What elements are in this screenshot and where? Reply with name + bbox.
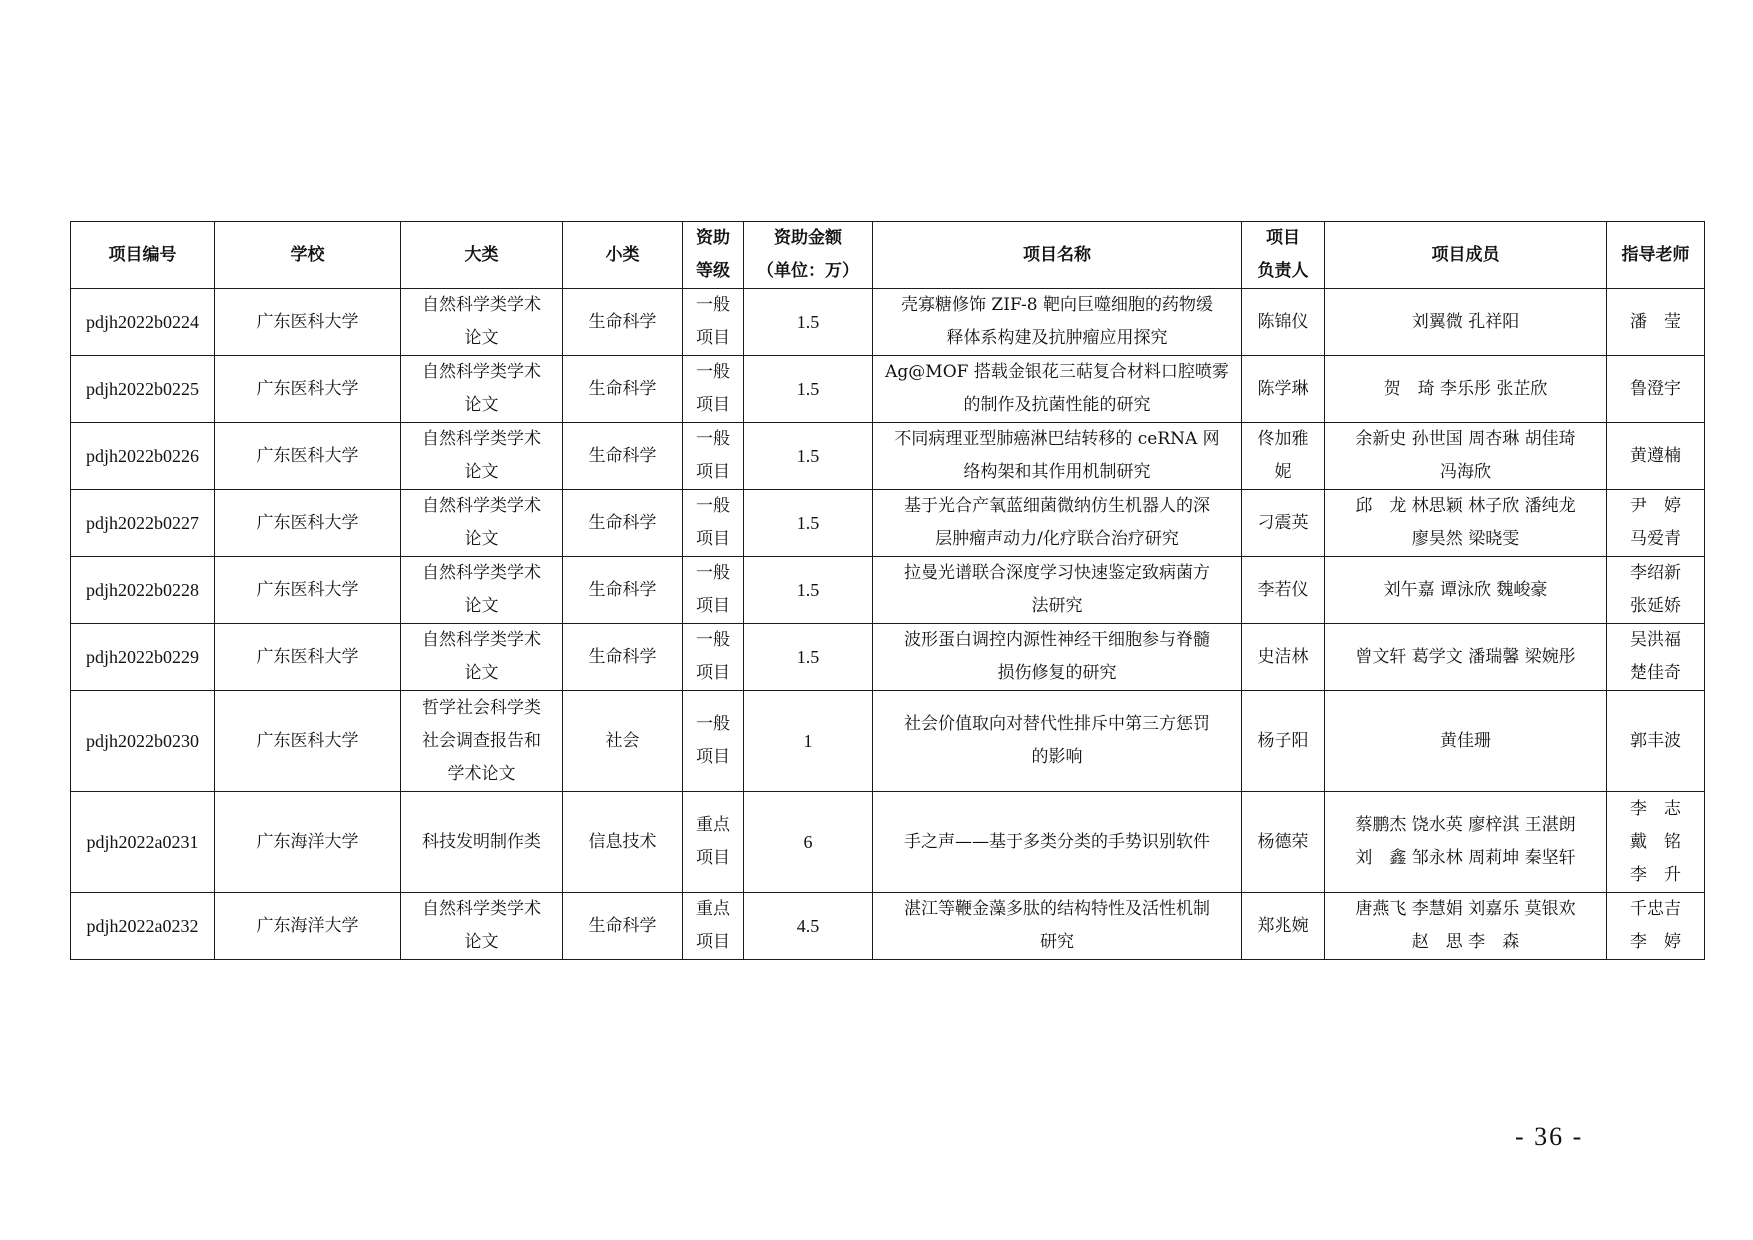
- page-number: - 36 -: [1515, 1122, 1584, 1151]
- project-id-cell: pdjh2022a0232: [71, 893, 215, 960]
- subcategory-cell: 生命科学: [563, 557, 683, 624]
- cell-line: 学术论文: [447, 763, 516, 784]
- advisor-cell: [1607, 893, 1705, 960]
- cell-line: 壳寡糖修饰 ZIF-8 靶向巨噬细胞的药物缓: [901, 295, 1213, 315]
- category-cell: [401, 792, 563, 893]
- leader-cell: [1242, 423, 1325, 490]
- project-name-cell: [873, 624, 1242, 691]
- level-cell: [683, 289, 744, 356]
- subcategory-cell: 生命科学: [563, 423, 683, 490]
- header-amount: [744, 222, 873, 289]
- cell-line: 项目: [696, 663, 730, 683]
- cell-line: 李若仪: [1257, 579, 1309, 600]
- advisor-cell: [1607, 691, 1705, 792]
- cell-line: 研究: [1040, 932, 1074, 952]
- school-cell: 广东医科大学: [215, 557, 401, 624]
- cell-line: 湛江等鞭金藻多肽的结构特性及活性机制: [904, 899, 1210, 919]
- advisor-cell: [1607, 289, 1705, 356]
- table-row: [71, 792, 1705, 893]
- category-cell: [401, 423, 563, 490]
- project-id-cell: pdjh2022b0225: [71, 356, 215, 423]
- advisor-cell: [1607, 792, 1705, 893]
- cell-line: 的制作及抗菌性能的研究: [963, 395, 1151, 415]
- cell-line: 余新史 孙世国 周杏琳 胡佳琦: [1355, 429, 1576, 449]
- cell-line: 妮: [1274, 462, 1292, 482]
- cell-line: 自然科学类学术: [422, 429, 541, 449]
- cell-line: 项目: [696, 596, 730, 616]
- cell-line: 项目: [696, 747, 730, 767]
- table-row: [71, 490, 1705, 557]
- cell-line: 资助金额: [774, 228, 842, 248]
- cell-line: 络构架和其作用机制研究: [963, 462, 1151, 482]
- cell-line: 资助: [696, 228, 730, 248]
- cell-line: 杨德荣: [1257, 831, 1309, 852]
- amount-cell: 1.5: [744, 557, 873, 624]
- cell-line: 李 升: [1630, 864, 1681, 885]
- category-cell: [401, 893, 563, 960]
- cell-line: 学校: [290, 244, 325, 265]
- header-row: [71, 222, 1705, 289]
- project-name-cell: [873, 490, 1242, 557]
- level-cell: [683, 356, 744, 423]
- cell-line: 大类: [464, 244, 499, 265]
- header-leader: [1242, 222, 1325, 289]
- subcategory-cell: 信息技术: [563, 792, 683, 893]
- subcategory-cell: 生命科学: [563, 624, 683, 691]
- level-cell: [683, 490, 744, 557]
- table-row: [71, 893, 1705, 960]
- cell-line: 一般: [696, 362, 730, 382]
- project-name-cell: [873, 356, 1242, 423]
- amount-cell: 1: [744, 691, 873, 792]
- school-cell: 广东海洋大学: [215, 893, 401, 960]
- leader-cell: [1242, 490, 1325, 557]
- project-id-cell: pdjh2022b0227: [71, 490, 215, 557]
- subcategory-cell: 生命科学: [563, 356, 683, 423]
- level-cell: [683, 691, 744, 792]
- leader-cell: [1242, 691, 1325, 792]
- cell-line: 李 志: [1630, 798, 1681, 819]
- cell-line: 释体系构建及抗肿瘤应用探究: [946, 328, 1168, 348]
- cell-line: 自然科学类学术: [422, 362, 541, 382]
- school-cell: 广东医科大学: [215, 289, 401, 356]
- cell-line: 负责人: [1257, 261, 1309, 281]
- cell-line: 重点: [696, 899, 730, 919]
- cell-line: 自然科学类学术: [422, 295, 541, 315]
- school-cell: 广东医科大学: [215, 624, 401, 691]
- cell-line: 不同病理亚型肺癌淋巴结转移的 ceRNA 网: [894, 429, 1220, 449]
- school-cell: 广东医科大学: [215, 423, 401, 490]
- cell-line: 郭丰波: [1630, 730, 1681, 751]
- header-members: [1325, 222, 1607, 289]
- project-id-cell: pdjh2022b0224: [71, 289, 215, 356]
- project-name-cell: [873, 557, 1242, 624]
- cell-line: 尹 婷: [1630, 496, 1681, 516]
- cell-line: 自然科学类学术: [422, 630, 541, 650]
- cell-line: 项目: [696, 395, 730, 415]
- cell-line: 论文: [464, 395, 499, 415]
- level-cell: [683, 893, 744, 960]
- leader-cell: [1242, 624, 1325, 691]
- amount-cell: 1.5: [744, 289, 873, 356]
- cell-line: 李 婷: [1630, 932, 1681, 952]
- cell-line: Ag@MOF 搭载金银花三萜复合材料口腔喷雾: [885, 362, 1229, 382]
- project-name-cell: [873, 691, 1242, 792]
- members-cell: [1325, 691, 1607, 792]
- cell-line: 项目: [696, 328, 730, 348]
- cell-line: 贺 琦 李乐彤 张芷欣: [1383, 378, 1548, 399]
- leader-cell: [1242, 557, 1325, 624]
- table-row: [71, 624, 1705, 691]
- amount-cell: 1.5: [744, 490, 873, 557]
- cell-line: 杨子阳: [1257, 730, 1309, 751]
- cell-line: 项目名称: [1023, 244, 1091, 265]
- cell-line: 楚佳奇: [1630, 663, 1681, 683]
- cell-line: 项目成员: [1431, 244, 1500, 265]
- members-cell: [1325, 356, 1607, 423]
- project-name-cell: [873, 423, 1242, 490]
- amount-cell: 1.5: [744, 624, 873, 691]
- cell-line: 一般: [696, 429, 730, 449]
- cell-line: 论文: [464, 529, 499, 549]
- cell-line: 项目: [696, 529, 730, 549]
- cell-line: 陈学琳: [1257, 378, 1309, 399]
- category-cell: [401, 691, 563, 792]
- cell-line: 指导老师: [1621, 244, 1690, 265]
- cell-line: 的影响: [1031, 747, 1083, 767]
- cell-line: 邱 龙 林思颖 林子欣 潘纯龙: [1355, 496, 1576, 516]
- cell-line: 社会调查报告和: [422, 730, 541, 751]
- school-cell: 广东医科大学: [215, 490, 401, 557]
- cell-line: 损伤修复的研究: [997, 663, 1117, 683]
- cell-line: 项目: [696, 462, 730, 482]
- amount-cell: 6: [744, 792, 873, 893]
- cell-line: 论文: [464, 663, 499, 683]
- table-row: [71, 691, 1705, 792]
- cell-line: 黄佳珊: [1440, 730, 1491, 751]
- cell-line: 重点: [696, 815, 730, 835]
- header-project-id: [71, 222, 215, 289]
- header-subcategory: [563, 222, 683, 289]
- cell-line: 千忠吉: [1630, 899, 1681, 919]
- cell-line: 一般: [696, 714, 730, 734]
- advisor-cell: [1607, 557, 1705, 624]
- cell-line: 蔡鹏杰 饶水英 廖梓淇 王湛朗: [1355, 815, 1576, 835]
- project-id-cell: pdjh2022b0226: [71, 423, 215, 490]
- amount-cell: 1.5: [744, 356, 873, 423]
- members-cell: [1325, 893, 1607, 960]
- cell-line: 黄遵楠: [1630, 445, 1681, 466]
- cell-line: 鲁澄宇: [1630, 378, 1681, 399]
- header-level: [683, 222, 744, 289]
- subcategory-cell: 社会: [563, 691, 683, 792]
- school-cell: 广东医科大学: [215, 691, 401, 792]
- cell-line: 陈锦仪: [1257, 311, 1309, 332]
- cell-line: 法研究: [1031, 596, 1083, 616]
- cell-line: 项目: [1266, 228, 1300, 248]
- cell-line: 论文: [464, 596, 499, 616]
- school-cell: 广东医科大学: [215, 356, 401, 423]
- category-cell: [401, 490, 563, 557]
- cell-line: 一般: [696, 496, 730, 516]
- cell-line: 刘 鑫 邹永林 周莉坤 秦坚轩: [1355, 848, 1576, 868]
- cell-line: 自然科学类学术: [422, 899, 541, 919]
- cell-line: 项目编号: [108, 244, 177, 265]
- advisor-cell: [1607, 624, 1705, 691]
- cell-line: 赵 思 李 森: [1411, 932, 1520, 952]
- project-id-cell: pdjh2022b0229: [71, 624, 215, 691]
- cell-line: 论文: [464, 328, 499, 348]
- cell-line: 唐燕飞 李慧娟 刘嘉乐 莫银欢: [1355, 899, 1576, 919]
- cell-line: 科技发明制作类: [422, 831, 541, 852]
- header-school: [215, 222, 401, 289]
- level-cell: [683, 624, 744, 691]
- category-cell: [401, 624, 563, 691]
- project-id-cell: pdjh2022b0228: [71, 557, 215, 624]
- cell-line: 刘翼微 孔祥阳: [1411, 311, 1520, 332]
- cell-line: 史洁林: [1257, 646, 1309, 667]
- cell-line: 一般: [696, 630, 730, 650]
- cell-line: 项目: [696, 932, 730, 952]
- advisor-cell: [1607, 423, 1705, 490]
- cell-line: 哲学社会科学类: [422, 697, 541, 718]
- cell-line: 冯海欣: [1440, 462, 1491, 482]
- cell-line: 波形蛋白调控内源性神经干细胞参与脊髓: [904, 630, 1210, 650]
- project-name-cell: [873, 893, 1242, 960]
- amount-cell: 1.5: [744, 423, 873, 490]
- cell-line: 层肿瘤声动力/化疗联合治疗研究: [935, 529, 1179, 549]
- members-cell: [1325, 792, 1607, 893]
- cell-line: 手之声——基于多类分类的手势识别软件: [904, 831, 1210, 852]
- cell-line: 马爱青: [1630, 529, 1681, 549]
- project-name-cell: [873, 289, 1242, 356]
- members-cell: [1325, 557, 1607, 624]
- cell-line: 拉曼光谱联合深度学习快速鉴定致病菌方: [904, 563, 1210, 583]
- cell-line: 李绍新: [1630, 563, 1681, 583]
- project-id-cell: pdjh2022a0231: [71, 792, 215, 893]
- cell-line: 潘 莹: [1630, 311, 1681, 332]
- project-name-cell: [873, 792, 1242, 893]
- table-row: [71, 557, 1705, 624]
- leader-cell: [1242, 792, 1325, 893]
- leader-cell: [1242, 356, 1325, 423]
- project-table: [70, 221, 1705, 960]
- table-row: [71, 423, 1705, 490]
- cell-line: 一般: [696, 563, 730, 583]
- members-cell: [1325, 624, 1607, 691]
- cell-line: 项目: [696, 848, 730, 868]
- amount-cell: 4.5: [744, 893, 873, 960]
- project-id-cell: pdjh2022b0230: [71, 691, 215, 792]
- level-cell: [683, 557, 744, 624]
- cell-line: 吴洪福: [1630, 630, 1681, 650]
- school-cell: 广东海洋大学: [215, 792, 401, 893]
- leader-cell: [1242, 289, 1325, 356]
- advisor-cell: [1607, 356, 1705, 423]
- category-cell: [401, 356, 563, 423]
- table-row: [71, 356, 1705, 423]
- header-category: [401, 222, 563, 289]
- members-cell: [1325, 490, 1607, 557]
- cell-line: 小类: [605, 244, 640, 265]
- members-cell: [1325, 423, 1607, 490]
- level-cell: [683, 423, 744, 490]
- cell-line: 刁震英: [1257, 512, 1309, 533]
- advisor-cell: [1607, 490, 1705, 557]
- cell-line: 一般: [696, 295, 730, 315]
- cell-line: 自然科学类学术: [422, 496, 541, 516]
- cell-line: 自然科学类学术: [422, 563, 541, 583]
- cell-line: 等级: [696, 261, 730, 281]
- cell-line: 郑兆婉: [1257, 915, 1309, 936]
- category-cell: [401, 557, 563, 624]
- cell-line: 社会价值取向对替代性排斥中第三方惩罚: [904, 714, 1210, 734]
- table-body: [71, 289, 1705, 960]
- cell-line: 论文: [464, 462, 499, 482]
- cell-line: 基于光合产氧蓝细菌微纳仿生机器人的深: [904, 496, 1210, 516]
- cell-line: 曾文轩 葛学文 潘瑞馨 梁婉彤: [1355, 646, 1576, 667]
- leader-cell: [1242, 893, 1325, 960]
- cell-line: 张延娇: [1630, 596, 1681, 616]
- cell-line: 刘午嘉 谭泳欣 魏峻豪: [1383, 579, 1548, 600]
- cell-line: 佟加雅: [1257, 429, 1309, 449]
- subcategory-cell: 生命科学: [563, 490, 683, 557]
- subcategory-cell: 生命科学: [563, 289, 683, 356]
- level-cell: [683, 792, 744, 893]
- category-cell: [401, 289, 563, 356]
- header-advisor: [1607, 222, 1705, 289]
- header-project-name: [873, 222, 1242, 289]
- table-row: [71, 289, 1705, 356]
- cell-line: 戴 铭: [1630, 831, 1681, 852]
- members-cell: [1325, 289, 1607, 356]
- cell-line: 廖昊然 梁晓雯: [1411, 529, 1520, 549]
- cell-line: 论文: [464, 932, 499, 952]
- cell-line: （单位：万）: [757, 261, 859, 281]
- subcategory-cell: 生命科学: [563, 893, 683, 960]
